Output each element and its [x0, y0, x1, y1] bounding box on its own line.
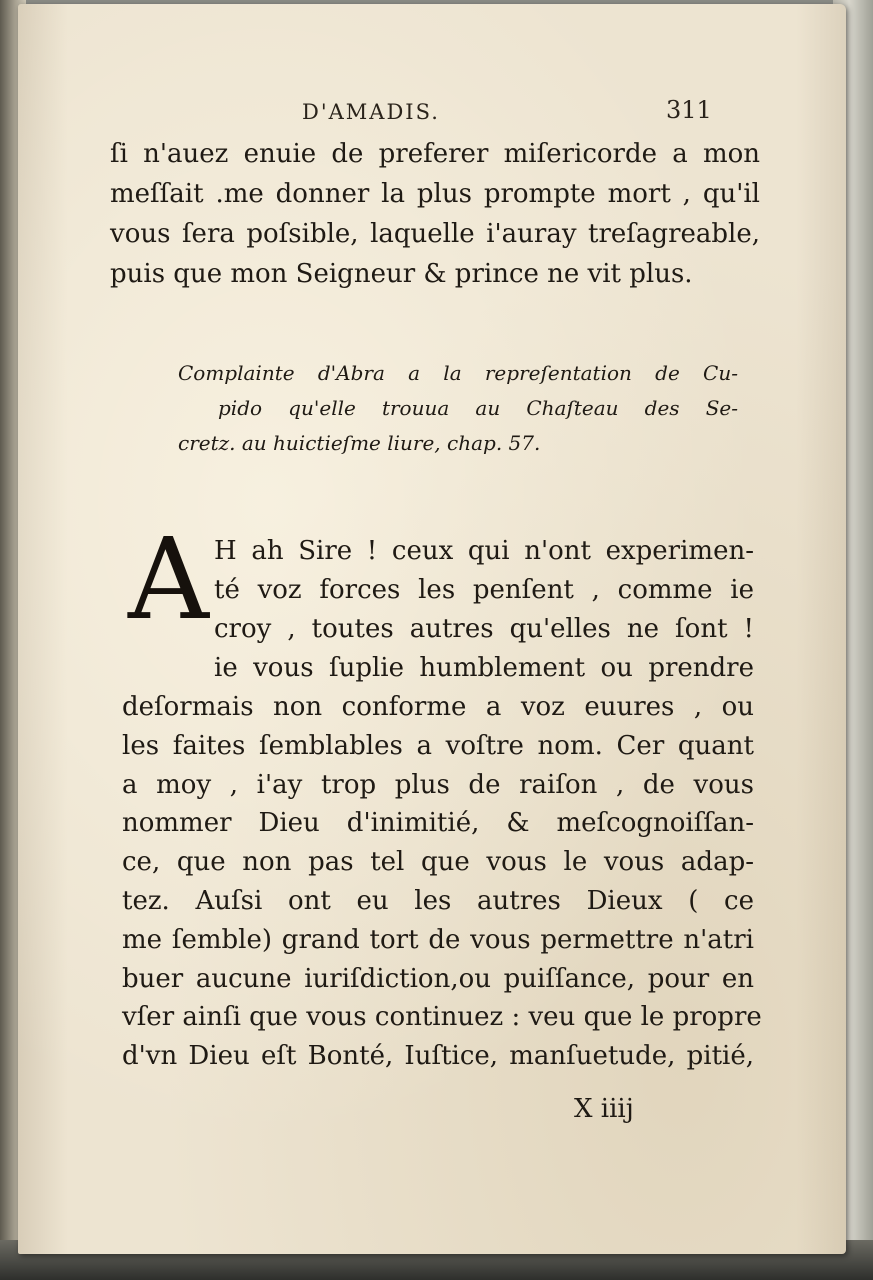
drop-cap-initial: A	[128, 515, 209, 645]
page-number: 311	[666, 96, 712, 124]
text-line: deſormais non conforme a voz euures , ou	[122, 692, 754, 722]
signature-mark: X iiij	[574, 1094, 634, 1124]
text-line: ie vous ſuplie humblement ou prendre	[214, 653, 754, 683]
text-line: vſer ainſi que vous continuez : veu que le propre	[122, 1002, 762, 1033]
text-line: meſſait .me donner la plus prompte mort , qu'il	[110, 179, 760, 209]
text-line: ce, que non pas tel que vous le vous adap-	[122, 847, 754, 878]
section-heading	[178, 356, 738, 461]
text-line: d'vn Dieu eſt Bonté, Iuſtice, manſuetude, pitié,	[122, 1041, 754, 1072]
main-paragraph-opening	[214, 532, 754, 688]
running-head: D'AMADIS.	[302, 100, 440, 124]
book-page	[18, 4, 846, 1254]
heading-line: pido qu'elle trouua au Chaſteau des Se-	[218, 396, 738, 420]
text-line: vous ſera poſsible, laquelle i'auray treſagreable,	[110, 219, 760, 249]
heading-line: Complainte d'Abra a la repreſentation de Cu-	[178, 361, 738, 385]
text-line: me ſemble) grand tort de vous permettre n'atri	[122, 924, 754, 955]
text-line: buer aucune iuriſdiction,ou puiſſance, pour en	[122, 963, 754, 994]
text-line: croy , toutes autres qu'elles ne ſont !	[214, 614, 754, 644]
opening-paragraph	[110, 134, 760, 294]
text-line: ſi n'auez enuie de preferer miſericorde a mon	[110, 139, 760, 169]
text-line: nommer Dieu d'inimitié, & meſcognoiſſan-	[122, 808, 754, 839]
heading-line: cretz. au huictieſme liure, chap. 57.	[178, 431, 541, 455]
text-line: tez. Auſsi ont eu les autres Dieux ( ce	[122, 885, 754, 916]
text-line: té voz forces les penſent , comme ie	[214, 575, 754, 605]
page-header	[18, 96, 846, 136]
text-line: H ah Sire ! ceux qui n'ont experimen-	[214, 536, 754, 566]
text-line: les faites ſemblables a voſtre nom. Cer quant	[122, 730, 754, 761]
main-paragraph-body	[122, 688, 762, 1076]
text-line: a moy , i'ay trop plus de raiſon , de vous	[122, 769, 754, 800]
text-line: puis que mon Seigneur & prince ne vit plus.	[110, 259, 693, 289]
